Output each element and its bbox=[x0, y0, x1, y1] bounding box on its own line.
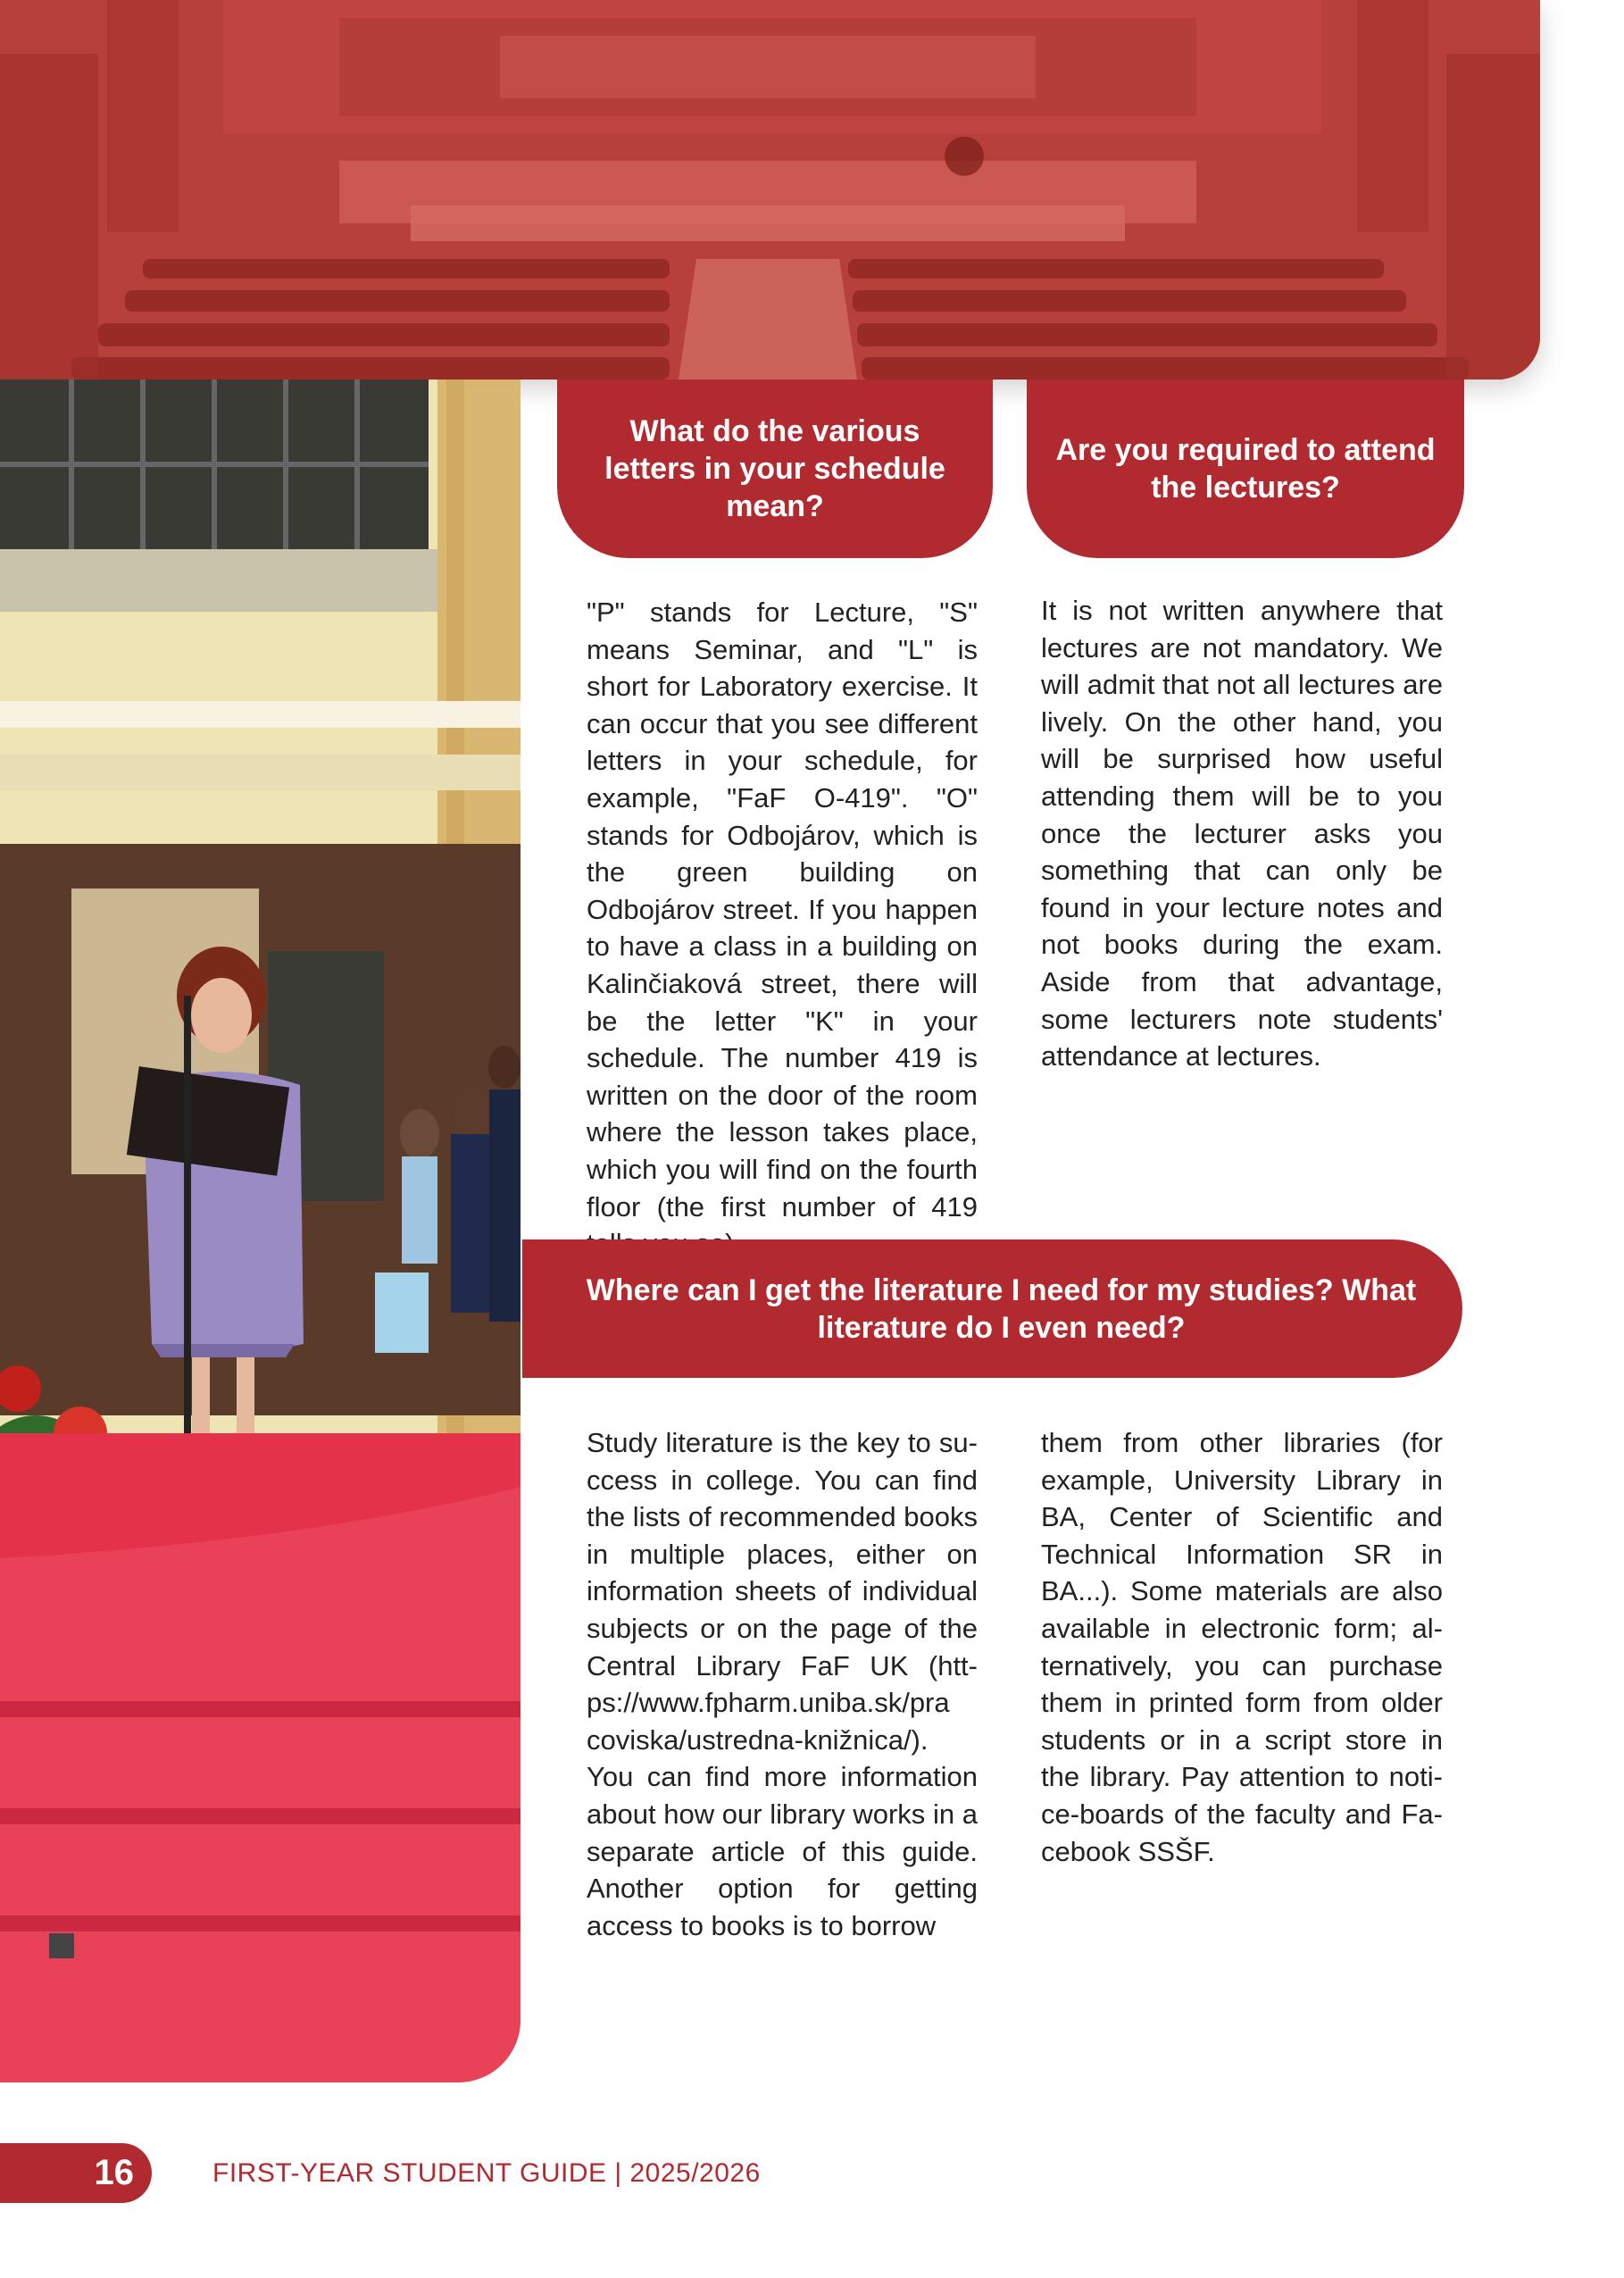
heading-text: Are you required to attend the lectures? bbox=[1055, 433, 1436, 505]
section-body-literature-left bbox=[587, 1424, 978, 1944]
section-heading-attend-lectures bbox=[1027, 380, 1464, 558]
section-body-schedule-letters bbox=[587, 594, 978, 1263]
section-heading-schedule-letters bbox=[557, 380, 993, 558]
paragraph: It is not written anywhere that lectures are not mandatory. We will admit that not all lectures are lively. On the other hand, you will be surprised how useful attending them will be to you once the lecturer asks you something that can only be found in your lecture notes and not books during the exam. Aside from that advantage, some lecturers note students' attendance at lectures. bbox=[1041, 595, 1443, 1072]
footer-title: FIRST-YEAR STUDENT GUIDE | 2025/2026 bbox=[212, 2158, 761, 2188]
ceremony-photo bbox=[0, 380, 521, 2082]
heading-text: Where can I get the literature I need for my studies? What literature do I even need? bbox=[586, 1273, 1417, 1345]
page-number: 16 bbox=[0, 2143, 152, 2203]
paragraph: Study literature is the key to success in college. You can find the lists of recommended books in multiple places, either on information sheets of individual subjects or on the page of the Central Library FaF UK (https://www.fpharm.uniba.sk/pra coviska/ustredna-knižnica/). You can find more information about how our library works in a separate article of this guide. Another option for getting access to books is to borrow bbox=[587, 1427, 978, 1941]
section-heading-literature bbox=[522, 1239, 1462, 1378]
heading-text: What do the various letters in your schedule mean? bbox=[604, 414, 945, 523]
paragraph: them from other libraries (for example, University Library in BA, Center of Scientific and Technical Information SR in BA...). Some materials are also available in electronic form; alternatively, you can purchase them in printed form from older students or in a script store in the library. Pay attention to notice-boards of the faculty and Facebook SSŠF. bbox=[1041, 1427, 1443, 1867]
section-body-attend-lectures bbox=[1041, 592, 1443, 1075]
paragraph: "P" stands for Lecture, "S" means Seminar, and "L" is short for Laboratory exercise. It can occur that you see different letters in your schedule, for example, "FaF O-419". "O" stands for Odbojárov, which is the green building on Odbojárov street. If you happen to have a class in a building on Kalinčiaková street, there will be the letter "K" in your schedule. The number 419 is written on the door of the room where the lesson takes place, which you will find on the fourth floor (the first number of 419 bbox=[587, 597, 978, 1222]
section-body-literature-right bbox=[1041, 1424, 1443, 1870]
lecture-hall-photo bbox=[0, 0, 1540, 380]
